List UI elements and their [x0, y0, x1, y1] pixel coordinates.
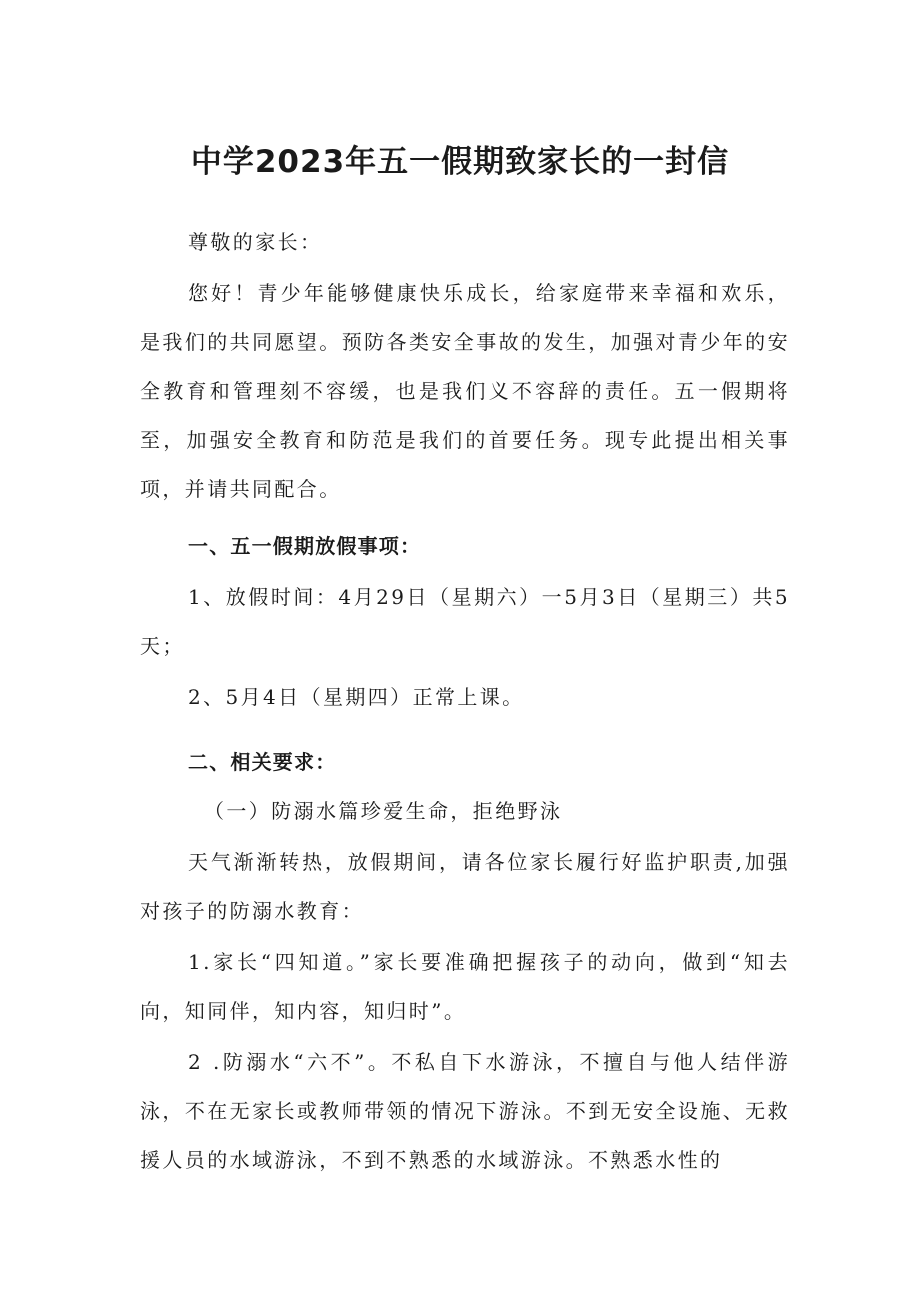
document-title: 中学2023年五一假期致家长的一封信	[190, 144, 730, 180]
letter-body	[140, 218, 790, 1185]
salutation: 尊敬的家长：	[188, 230, 323, 254]
section-1-item: 1、放假时间：4月29日（星期六）一5月3日（星期三）共5天；	[140, 585, 790, 658]
section-2-paragraph: 天气渐渐转热，放假期间，请各位家长履行好监护职责,加强对孩子的防溺水教育：	[140, 850, 790, 923]
section-2-item: 2 .防溺水“六不”。不私自下水游泳，不擅自与他人结伴游泳，不在无家长或教师带领的情况下游泳。不到无安全设施、无救援人员的水域游泳，不到不熟悉的水域游泳。不熟悉水性的	[140, 1050, 790, 1172]
intro-paragraph: 您好！青少年能够健康快乐成长，给家庭带来幸福和欢乐，是我们的共同愿望。预防各类安全事故的发生，加强对青少年的安全教育和管理刻不容缓，也是我们义不容辞的责任。五一假期将至，加强安全教育和防范是我们的首要任务。现专此提出相关事项，并请共同配合。	[140, 281, 790, 501]
section-2-heading: 二、相关要求：	[188, 750, 337, 774]
section-1-item: 2、5月4日（星期四）正常上课。	[188, 685, 525, 709]
section-1-heading: 一、五一假期放假事项：	[188, 534, 422, 558]
section-2-subheading: （一）防溺水篇珍爱生命，拒绝野泳	[204, 799, 563, 823]
section-2-item: 1.家长“四知道。”家长要准确把握孩子的动向，做到“知去向，知同伴，知内容，知归时”。	[140, 950, 790, 1023]
